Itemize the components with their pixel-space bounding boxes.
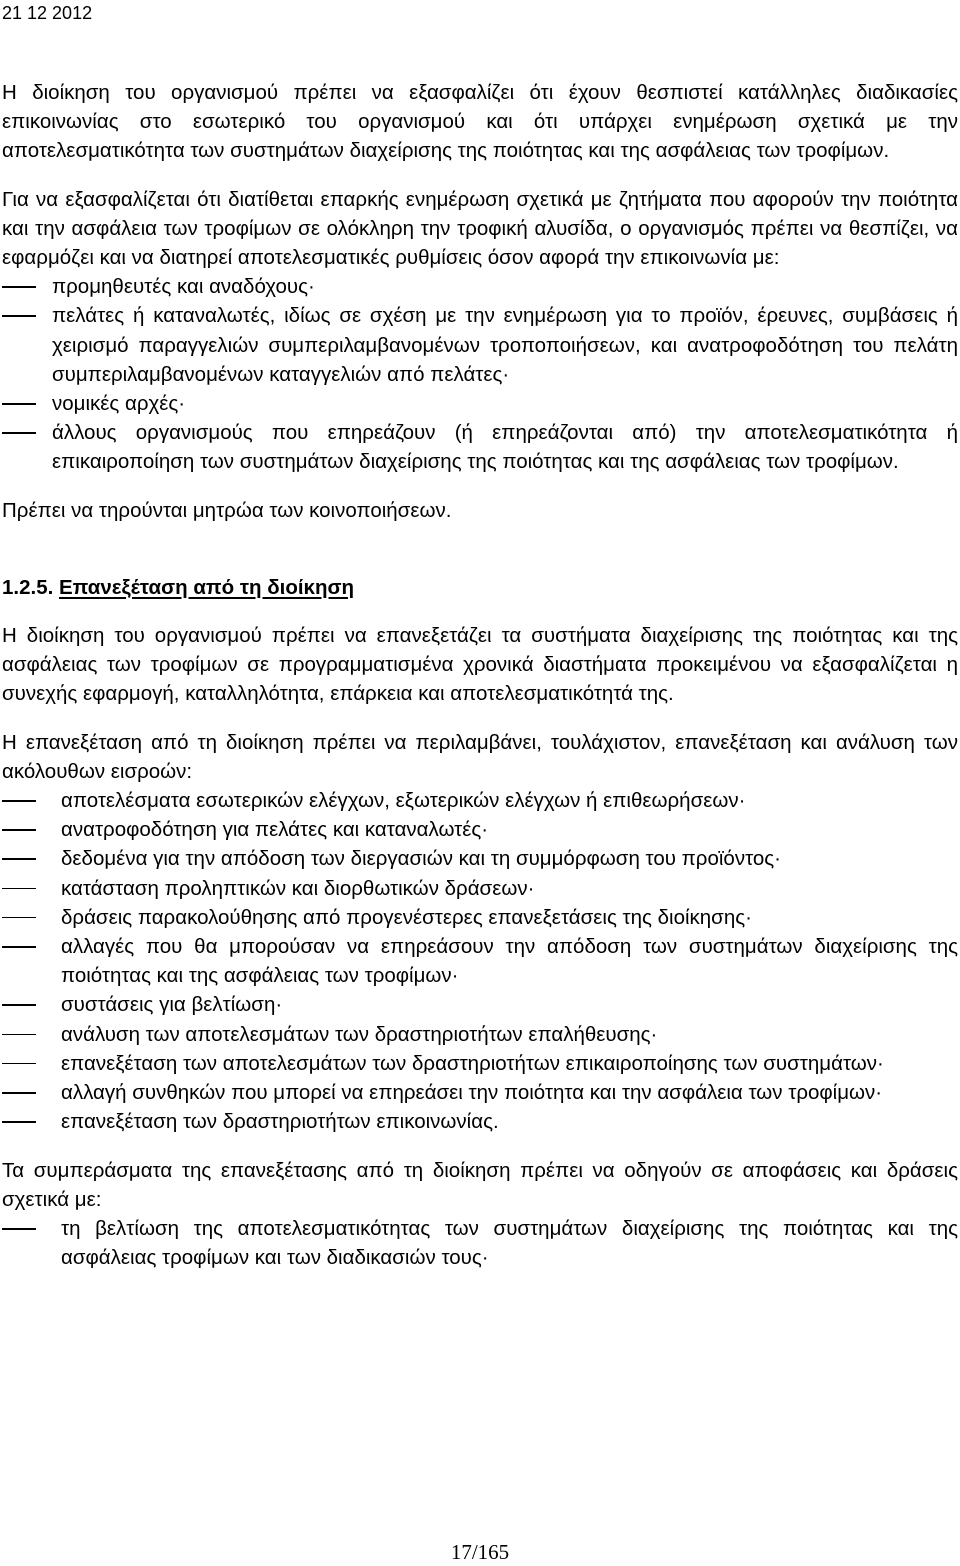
list-item: τη βελτίωση της αποτελεσματικότητας των συστημάτων διαχείρισης της ποιότητας και της ασφάλειας τροφίμων και των διαδικασιών τους· (2, 1214, 958, 1272)
list-item: κατάσταση προληπτικών και διορθωτικών δράσεων· (2, 874, 958, 903)
list-item: επανεξέταση των δραστηριοτήτων επικοινωνίας. (2, 1107, 958, 1136)
list-item: δράσεις παρακολούθησης από προγενέστερες επανεξετάσεις της διοίκησης· (2, 903, 958, 932)
list-item: πελάτες ή καταναλωτές, ιδίως σε σχέση με την ενημέρωση για το προϊόν, έρευνες, συμβάσεις ή χειρισμό παραγγελιών συμπεριλαμβανομένων τροποποιήσεων, και ανατροφοδότηση του πελάτη συμπεριλαμβανομένων καταγγελιών από πελάτες· (2, 301, 958, 389)
section-number: 1.2.5. (2, 575, 54, 599)
paragraph-review-outputs: Τα συμπεράσματα της επανεξέτασης από τη διοίκηση πρέπει να οδηγούν σε αποφάσεις και δράσεις σχετικά με: (2, 1158, 958, 1211)
list-item: άλλους οργανισμούς που επηρεάζουν (ή επηρεάζονται από) την αποτελεσματικότητα ή επικαιροποίηση των συστημάτων διαχείρισης της ποιότητας και της ασφάλειας των τροφίμων. (2, 418, 958, 476)
page-number: 17/165 (450, 1540, 510, 1564)
section-heading (2, 573, 958, 602)
list-item: αλλαγή συνθηκών που μπορεί να επηρεάσει την ποιότητα και την ασφάλεια των τροφίμων· (2, 1078, 958, 1107)
list-item: ανάλυση των αποτελεσμάτων των δραστηριοτήτων επαλήθευσης· (2, 1020, 958, 1049)
list-item: προμηθευτές και αναδόχους· (2, 272, 958, 301)
list-item: αλλαγές που θα μπορούσαν να επηρεάσουν την απόδοση των συστημάτων διαχείρισης της ποιότητας και της ασφάλειας των τροφίμων· (2, 932, 958, 990)
list-item: δεδομένα για την απόδοση των διεργασιών και τη συμμόρφωση του προϊόντος· (2, 844, 958, 873)
document-body (2, 78, 958, 1272)
list-item: συστάσεις για βελτίωση· (2, 990, 958, 1019)
list-item: αποτελέσματα εσωτερικών ελέγχων, εξωτερικών ελέγχων ή επιθεωρήσεων· (2, 786, 958, 815)
list-item: ανατροφοδότηση για πελάτες και καταναλωτές· (2, 815, 958, 844)
list-item: νομικές αρχές· (2, 389, 958, 418)
communication-parties-list (2, 272, 958, 476)
paragraph-communication-internal: Η διοίκηση του οργανισμού πρέπει να εξασφαλίζει ότι έχουν θεσπιστεί κατάλληλες διαδικασίες επικοινωνίας στο εσωτερικό του οργανισμού και ότι υπάρχει ενημέρωση σχετικά με την αποτελεσματικότητα των συστημάτων διαχείρισης της ποιότητας και της ασφάλειας των τροφίμων. (2, 81, 958, 163)
paragraph-review-intro: Η διοίκηση του οργανισμού πρέπει να επανεξετάζει τα συστήματα διαχείρισης της ποιότητας και της ασφάλειας των τροφίμων σε προγραμματισμένα χρονικά διαστήματα προκειμένου να εξασφαλίζεται η συνεχής εφαρμογή, καταλληλότητα, επάρκεια και αποτελεσματικότητά της. (2, 624, 958, 706)
document-date: 21 12 2012 (2, 3, 93, 23)
review-inputs-list (2, 786, 958, 1136)
list-item: επανεξέταση των αποτελεσμάτων των δραστηριοτήτων επικαιροποίησης των συστημάτων· (2, 1049, 958, 1078)
section-title: Επανεξέταση από τη διοίκηση (59, 575, 355, 599)
review-outputs-list (2, 1214, 958, 1272)
paragraph-communication-external: Για να εξασφαλίζεται ότι διατίθεται επαρκής ενημέρωση σχετικά με ζητήματα που αφορούν την ποιότητα και την ασφάλεια των τροφίμων σε ολόκληρη την τροφική αλυσίδα, ο οργανισμός πρέπει να θεσπίζει, να εφαρμόζει και να διατηρεί αποτελεσματικές ρυθμίσεις όσον αφορά την επικοινωνία με: (2, 187, 958, 270)
paragraph-records: Πρέπει να τηρούνται μητρώα των κοινοποιήσεων. (2, 498, 452, 522)
paragraph-review-inputs: Η επανεξέταση από τη διοίκηση πρέπει να περιλαμβάνει, τουλάχιστον, επανεξέταση και ανάλυση των ακόλουθων εισροών: (2, 730, 958, 783)
